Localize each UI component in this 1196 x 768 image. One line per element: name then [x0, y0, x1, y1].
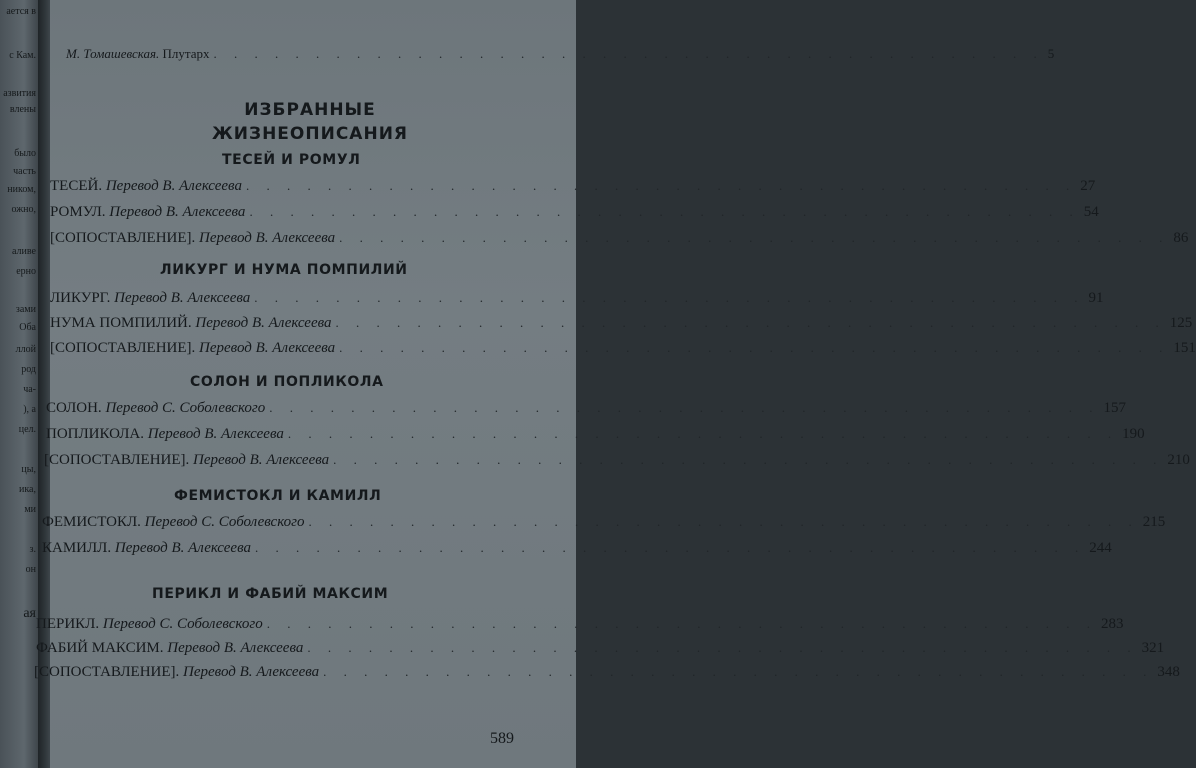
dot-leader: . . . . . . . . . . . . . . . . . . . . . . . . . . . . . . . . . . . . . . . . . — [269, 400, 1100, 415]
toc-entry: НУМА ПОМПИЛИЙ. Перевод В. Алексеева . . . . . . . . . . . . . . . . . . . . . . . . . . . . . . . . . . . . . . . . . 125 — [50, 315, 1193, 331]
toc-page-number: 86 — [1173, 230, 1189, 246]
left-text-fragment: он — [25, 564, 36, 575]
dot-leader: . . . . . . . . . . . . . . . . . . . . . . . . . . . . . . . . . . . . . . . . . — [255, 540, 1086, 555]
main-heading: ИЗБРАННЫЕ ЖИЗНЕОПИСАНИЯ — [211, 100, 409, 144]
left-text-fragment: цел. — [18, 424, 36, 435]
left-text-fragment: ллой — [15, 344, 36, 355]
toc-page-number: 27 — [1080, 178, 1096, 194]
dot-leader: . . . . . . . . . . . . . . . . . . . . . . . . . . . . . . . . . . . . . . . . . — [249, 204, 1080, 219]
section-heading: ПЕРИКЛ И ФАБИЙ МАКСИМ — [152, 586, 389, 602]
dot-leader: . . . . . . . . . . . . . . . . . . . . . . . . . . . . . . . . . . . . . . . . . — [339, 230, 1170, 245]
dot-leader: . . . . . . . . . . . . . . . . . . . . . . . . . . . . . . . . . . . . . . . . . — [213, 46, 1044, 61]
page-number: 589 — [490, 730, 514, 747]
toc-entry: [СОПОСТАВЛЕНИЕ]. Перевод В. Алексеева . . . . . . . . . . . . . . . . . . . . . . . . . . . . . . . . . . . . . . . . . 210 — [44, 452, 1190, 468]
toc-entry-title: М. Томашевская. Плутарх — [66, 46, 210, 61]
section-heading: ФЕМИСТОКЛ И КАМИЛЛ — [174, 488, 382, 504]
toc-page-number: 125 — [1169, 315, 1193, 331]
left-text-fragment: ика, — [19, 484, 36, 495]
toc-entry: ПОПЛИКОЛА. Перевод В. Алексеева . . . . . . . . . . . . . . . . . . . . . . . . . . . . . . . . . . . . . . . . . 190 — [46, 426, 1145, 442]
toc-entry: [СОПОСТАВЛЕНИЕ]. Перевод В. Алексеева . . . . . . . . . . . . . . . . . . . . . . . . . . . . . . . . . . . . . . . . . 86 — [50, 230, 1189, 246]
left-text-fragment: ), а — [23, 404, 36, 415]
toc-page-number: 157 — [1103, 400, 1127, 416]
dot-leader: . . . . . . . . . . . . . . . . . . . . . . . . . . . . . . . . . . . . . . . . . — [245, 178, 1077, 193]
toc-entry: ТЕСЕЙ. Перевод В. Алексеева . . . . . . . . . . . . . . . . . . . . . . . . . . . . . . . . . . . . . . . . . 27 — [50, 178, 1096, 194]
toc-entry: ФЕМИСТОКЛ. Перевод С. Соболевского . . . . . . . . . . . . . . . . . . . . . . . . . . . . . . . . . . . . . . . . . 215 — [42, 514, 1166, 530]
toc-entry: ФАБИЙ МАКСИМ. Перевод В. Алексеева . . . . . . . . . . . . . . . . . . . . . . . . . . . . . . . . . . . . . . . . . 321 — [36, 640, 1165, 656]
left-text-fragment: ожно, — [11, 204, 36, 215]
toc-page-number: 348 — [1157, 664, 1180, 680]
dot-leader: . . . . . . . . . . . . . . . . . . . . . . . . . . . . . . . . . . . . . . . . . — [266, 616, 1097, 631]
section-heading: ЛИКУРГ И НУМА ПОМПИЛИЙ — [160, 262, 408, 278]
left-text-fragment: Оба — [19, 322, 36, 333]
left-text-fragment: ерно — [16, 266, 36, 277]
left-text-fragment: з. — [29, 544, 36, 555]
left-text-fragment: род — [21, 364, 36, 375]
left-text-fragment: было — [14, 148, 36, 159]
toc-entry-intro — [66, 46, 1055, 62]
toc-entry: ПЕРИКЛ. Перевод С. Соболевского . . . . . . . . . . . . . . . . . . . . . . . . . . . . . . . . . . . . . . . . . 283 — [36, 616, 1124, 632]
dot-leader: . . . . . . . . . . . . . . . . . . . . . . . . . . . . . . . . . . . . . . . . . — [333, 452, 1164, 467]
section-heading: СОЛОН И ПОПЛИКОЛА — [190, 374, 384, 390]
toc-page-number: 283 — [1100, 616, 1124, 632]
toc-entry: СОЛОН. Перевод С. Соболевского . . . . . . . . . . . . . . . . . . . . . . . . . . . . . . . . . . . . . . . . . 157 — [46, 400, 1127, 416]
contents-page — [34, 0, 1196, 768]
dot-leader: . . . . . . . . . . . . . . . . . . . . . . . . . . . . . . . . . . . . . . . . . — [335, 315, 1166, 330]
section-heading: ТЕСЕЙ И РОМУЛ — [222, 152, 361, 168]
left-text-fragment: с Кам. — [9, 50, 36, 61]
toc-page-number: 5 — [1047, 46, 1055, 61]
dot-leader: . . . . . . . . . . . . . . . . . . . . . . . . . . . . . . . . . . . . . . . . . — [287, 426, 1119, 441]
left-text-fragment: цы, — [21, 464, 36, 475]
left-text-fragment: ается в — [6, 6, 36, 17]
toc-page-number: 91 — [1088, 290, 1104, 306]
dot-leader: . . . . . . . . . . . . . . . . . . . . . . . . . . . . . . . . . . . . . . . . . — [339, 340, 1170, 355]
left-text-fragment: зами — [15, 304, 36, 315]
toc-entry: ЛИКУРГ. Перевод В. Алексеева . . . . . . . . . . . . . . . . . . . . . . . . . . . . . . . . . . . . . . . . . 91 — [50, 290, 1104, 306]
dot-leader: . . . . . . . . . . . . . . . . . . . . . . . . . . . . . . . . . . . . . . . . . — [323, 664, 1154, 679]
dot-leader: . . . . . . . . . . . . . . . . . . . . . . . . . . . . . . . . . . . . . . . . . — [307, 640, 1138, 655]
toc-entry: КАМИЛЛ. Перевод В. Алексеева . . . . . . . . . . . . . . . . . . . . . . . . . . . . . . . . . . . . . . . . . 244 — [42, 540, 1112, 556]
toc-page-number: 54 — [1083, 204, 1099, 220]
left-text-fragment: ником, — [7, 184, 36, 195]
left-text-fragment: ая — [23, 606, 36, 621]
left-text-fragment: азвития — [3, 88, 36, 99]
toc-page-number: 151 — [1173, 340, 1196, 356]
toc-page-number: 244 — [1089, 540, 1112, 556]
toc-page-number: 215 — [1142, 514, 1166, 530]
left-text-fragment: влены — [9, 104, 36, 115]
toc-page-number: 210 — [1167, 452, 1190, 468]
toc-page-number: 190 — [1122, 426, 1145, 442]
left-text-fragment: ча- — [23, 384, 36, 395]
left-text-fragment: аливе — [12, 246, 36, 257]
toc-entry: [СОПОСТАВЛЕНИЕ]. Перевод В. Алексеева . . . . . . . . . . . . . . . . . . . . . . . . . . . . . . . . . . . . . . . . . 151 — [50, 340, 1196, 356]
left-text-fragment: ми — [24, 504, 36, 515]
toc-entry: [СОПОСТАВЛЕНИЕ]. Перевод В. Алексеева . . . . . . . . . . . . . . . . . . . . . . . . . . . . . . . . . . . . . . . . . 348 — [34, 664, 1180, 680]
dot-leader: . . . . . . . . . . . . . . . . . . . . . . . . . . . . . . . . . . . . . . . . . — [254, 290, 1085, 305]
dot-leader: . . . . . . . . . . . . . . . . . . . . . . . . . . . . . . . . . . . . . . . . . — [308, 514, 1139, 529]
left-page-edge — [0, 0, 40, 768]
left-text-fragment: часть — [13, 166, 36, 177]
toc-page-number: 321 — [1141, 640, 1165, 656]
toc-entry: РОМУЛ. Перевод В. Алексеева . . . . . . . . . . . . . . . . . . . . . . . . . . . . . . . . . . . . . . . . . 54 — [50, 204, 1099, 220]
